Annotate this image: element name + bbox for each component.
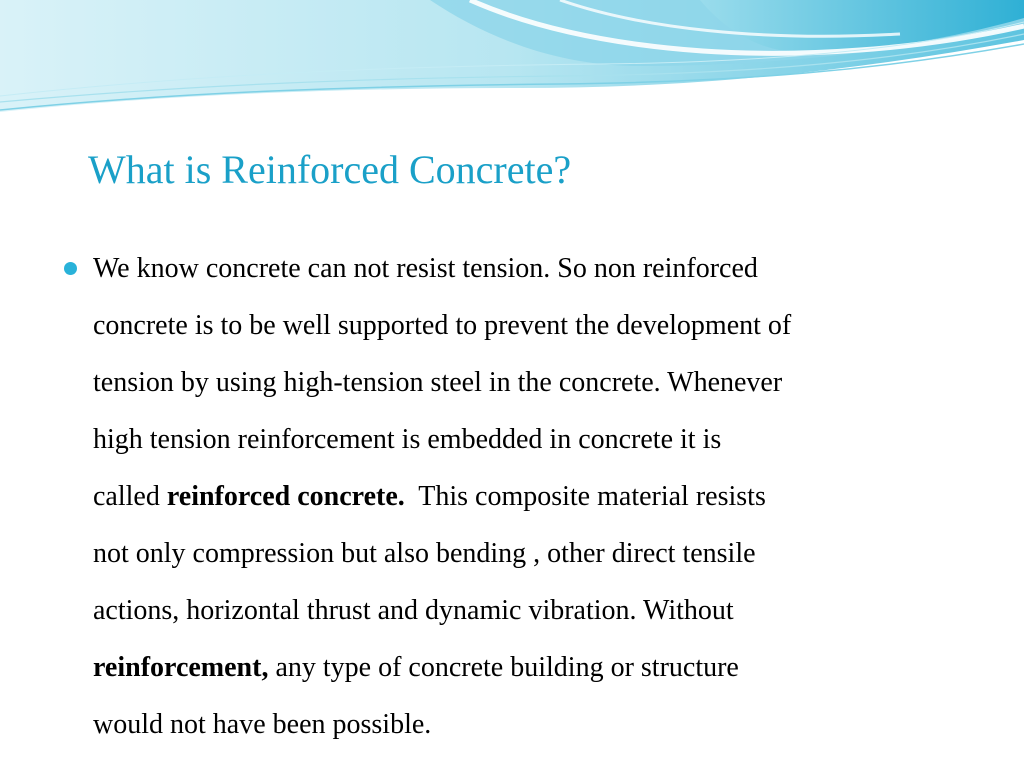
slide-title: What is Reinforced Concrete? <box>88 147 572 192</box>
bullet-text-run: This composite material resists <box>404 481 766 512</box>
bullet-line: high tension reinforcement is embedded in concrete it is <box>93 424 722 455</box>
bullet-line: We know concrete can not resist tension. So non reinforced <box>93 253 758 284</box>
bullet-text-run: called <box>93 481 167 512</box>
bullet-line: would not have been possible. <box>93 709 432 740</box>
slide-content <box>60 240 960 753</box>
wave-header-decoration <box>0 0 1024 130</box>
bullet-line: concrete is to be well supported to prevent the development of <box>93 310 792 341</box>
bullet-line: actions, horizontal thrust and dynamic vibration. Without <box>93 595 734 626</box>
bullet-text <box>93 240 960 753</box>
bullet-item <box>60 240 960 753</box>
bullet-dot-icon <box>64 262 77 275</box>
bullet-text-run: any type of concrete building or structure <box>268 652 739 683</box>
bullet-line: tension by using high-tension steel in the concrete. Whenever <box>93 367 783 398</box>
bold-term: reinforcement, <box>93 652 269 683</box>
bold-term: reinforced concrete. <box>166 481 405 512</box>
bullet-line: not only compression but also bending , other direct tensile <box>93 538 756 569</box>
bullet-line <box>93 468 960 525</box>
bullet-line <box>93 639 960 696</box>
